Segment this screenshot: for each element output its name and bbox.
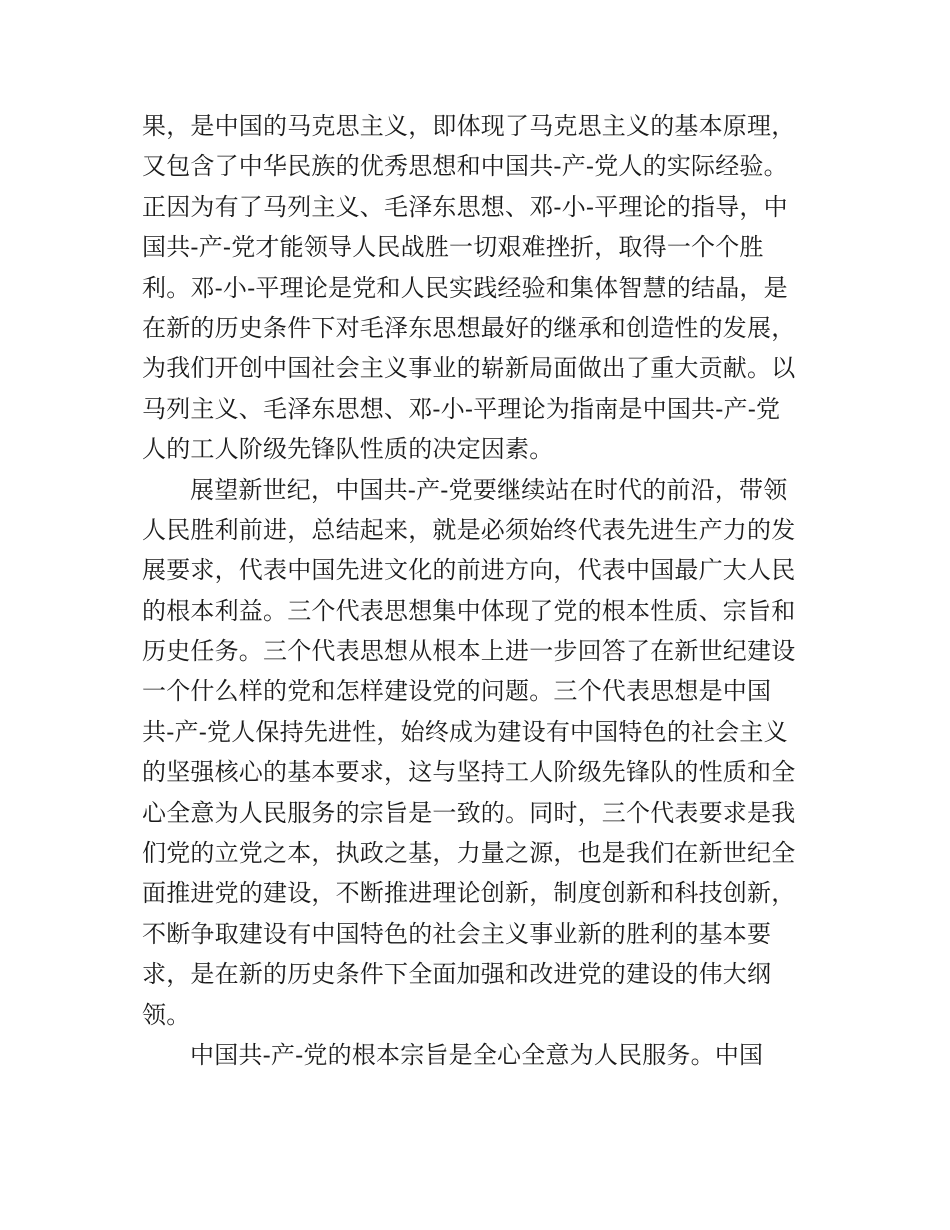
text-line: 历史任务。三个代表思想从根本上进一步回答了在新世纪建设 bbox=[142, 637, 796, 666]
text-line: 展要求，代表中国先进文化的前进方向，代表中国最广大人民 bbox=[142, 556, 796, 585]
text-line: 利。邓-小-平理论是党和人民实践经验和集体智慧的结晶，是 bbox=[142, 273, 788, 302]
text-line: 人的工人阶级先锋队性质的决定因素。 bbox=[142, 435, 554, 464]
text-line: 人民胜利前进，总结起来，就是必须始终代表先进生产力的发 bbox=[142, 515, 796, 544]
text-line: 在新的历史条件下对毛泽东思想最好的继承和创造性的发展， bbox=[142, 313, 796, 342]
text-line: 又包含了中华民族的优秀思想和中国共-产-党人的实际经验。 bbox=[142, 152, 788, 181]
paragraph-first-line: 中国共-产-党的根本宗旨是全心全意为人民服务。中国 bbox=[190, 1040, 764, 1069]
body-text bbox=[142, 106, 814, 1075]
text-line: 国共-产-党才能领导人民战胜一切艰难挫折，取得一个个胜 bbox=[142, 233, 764, 262]
text-line: 面推进党的建设，不断推进理论创新，制度创新和科技创新， bbox=[142, 879, 796, 908]
text-line: 们党的立党之本，执政之基，力量之源，也是我们在新世纪全 bbox=[142, 839, 796, 868]
text-line: 为我们开创中国社会主义事业的崭新局面做出了重大贡献。以 bbox=[142, 354, 796, 383]
text-line: 果，是中国的马克思主义，即体现了马克思主义的基本原理， bbox=[142, 112, 796, 140]
text-line: 一个什么样的党和怎样建设党的问题。三个代表思想是中国 bbox=[142, 677, 772, 706]
text-line: 的坚强核心的基本要求，这与坚持工人阶级先锋队的性质和全 bbox=[142, 758, 796, 787]
text-line: 领。 bbox=[142, 1000, 191, 1029]
text-line: 正因为有了马列主义、毛泽东思想、邓-小-平理论的指导，中 bbox=[142, 192, 788, 221]
text-line: 马列主义、毛泽东思想、邓-小-平理论为指南是中国共-产-党 bbox=[142, 394, 781, 423]
text-line: 共-产-党人保持先进性，始终成为建设有中国特色的社会主义 bbox=[142, 717, 788, 746]
paragraph-first-line: 展望新世纪，中国共-产-党要继续站在时代的前沿，带领 bbox=[190, 475, 788, 504]
text-line: 心全意为人民服务的宗旨是一致的。同时，三个代表要求是我 bbox=[142, 798, 796, 827]
text-line: 不断争取建设有中国特色的社会主义事业新的胜利的基本要 bbox=[142, 919, 772, 948]
text-line: 的根本利益。三个代表思想集中体现了党的根本性质、宗旨和 bbox=[142, 596, 796, 625]
text-line: 求，是在新的历史条件下全面加强和改进党的建设的伟大纲 bbox=[142, 960, 772, 989]
